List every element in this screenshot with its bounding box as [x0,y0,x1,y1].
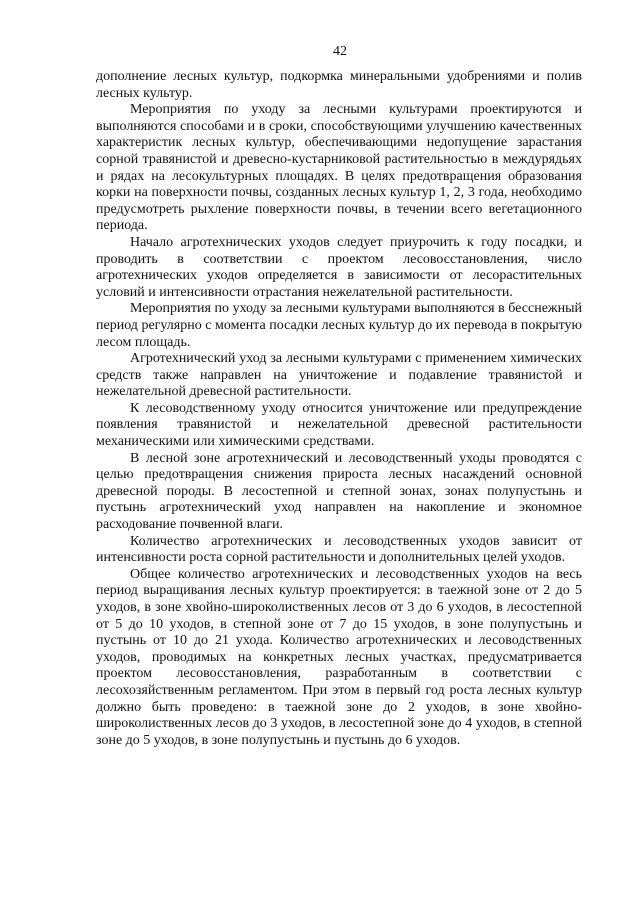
document-body [96,69,582,749]
paragraph: Количество агротехнических и лесоводственных уходов зависит от интенсивности роста сорной растительности и дополнительных целей уходов. [96,533,582,566]
page-number: 42 [333,44,347,59]
paragraph: К лесоводственному уходу относится уничтожение или предупреждение появления травянистой и нежелательной древесной растительности механическими или химическими средствами. [96,400,582,450]
paragraph: Общее количество агротехнических и лесоводственных уходов на весь период выращивания лесных культур проектируется: в таежной зоне от 2 до 5 уходов, в зоне хвойно-широколиственных лесов от 3 до 6 уходов, в лесостепной от 5 до 10 уходов, в степной зоне от 7 до 15 уходов, в зоне полупустынь и пустынь от 10 до 21 ухода. Количество агротехнических и лесоводственных уходов, проводимых на конкретных лесных участках, предусматривается проектом лесовосстановления, разработанным в соответствии с лесохозяйственным регламентом. При этом в первый год роста лесных культур должно быть проведено: в таежной зоне до 2 уходов, в зоне хвойно-широколиственных лесов до 3 уходов, в лесостепной зоне до 4 уходов, в степной зоне до 5 уходов, в зоне полупустынь и пустынь до 6 уходов. [96,566,582,748]
paragraph: Агротехнический уход за лесными культурами с применением химических средств также направлен на уничтожение и подавление травянистой и нежелательной древесной растительности. [96,351,582,400]
paragraph: дополнение лесных культур, подкормка минеральными удобрениями и полив лесных культур. [96,69,582,101]
paragraph: Мероприятия по уходу за лесными культурами проектируются и выполняются способами и в сроки, способствующими улучшению качественных характеристик лесных культур, обеспечивающими недопущение зарастания сорной травянистой и древесно-кустарниковой растительностью в междурядьях и рядах на лесокультурных площадях. В целях предотвращения образования корки на поверхности почвы, созданных лесных культур 1, 2, 3 года, необходимо предусмотреть рыхление поверхности почвы, в течении всего вегетационного периода. [96,102,582,234]
paragraph: Начало агротехнических уходов следует приурочить к году посадки, и проводить в соответствии с проектом лесовосстановления, число агротехнических уходов определяется в зависимости от лесорастительных условий и интенсивности отрастания нежелательной растительности. [96,234,582,300]
paragraph: Мероприятия по уходу за лесными культурами выполняются в бесснежный период регулярно с момента посадки лесных культур до их перевода в покрытую лесом площадь. [96,301,582,350]
paragraph: В лесной зоне агротехнический и лесоводственный уходы проводятся с целью предотвращения снижения прироста лесных насаждений основной древесной породы. В лесостепной и степной зонах, зонах полупустынь и пустынь агротехнический уход направлен на накопление и экономное расходование почвенной влаги. [96,450,582,533]
